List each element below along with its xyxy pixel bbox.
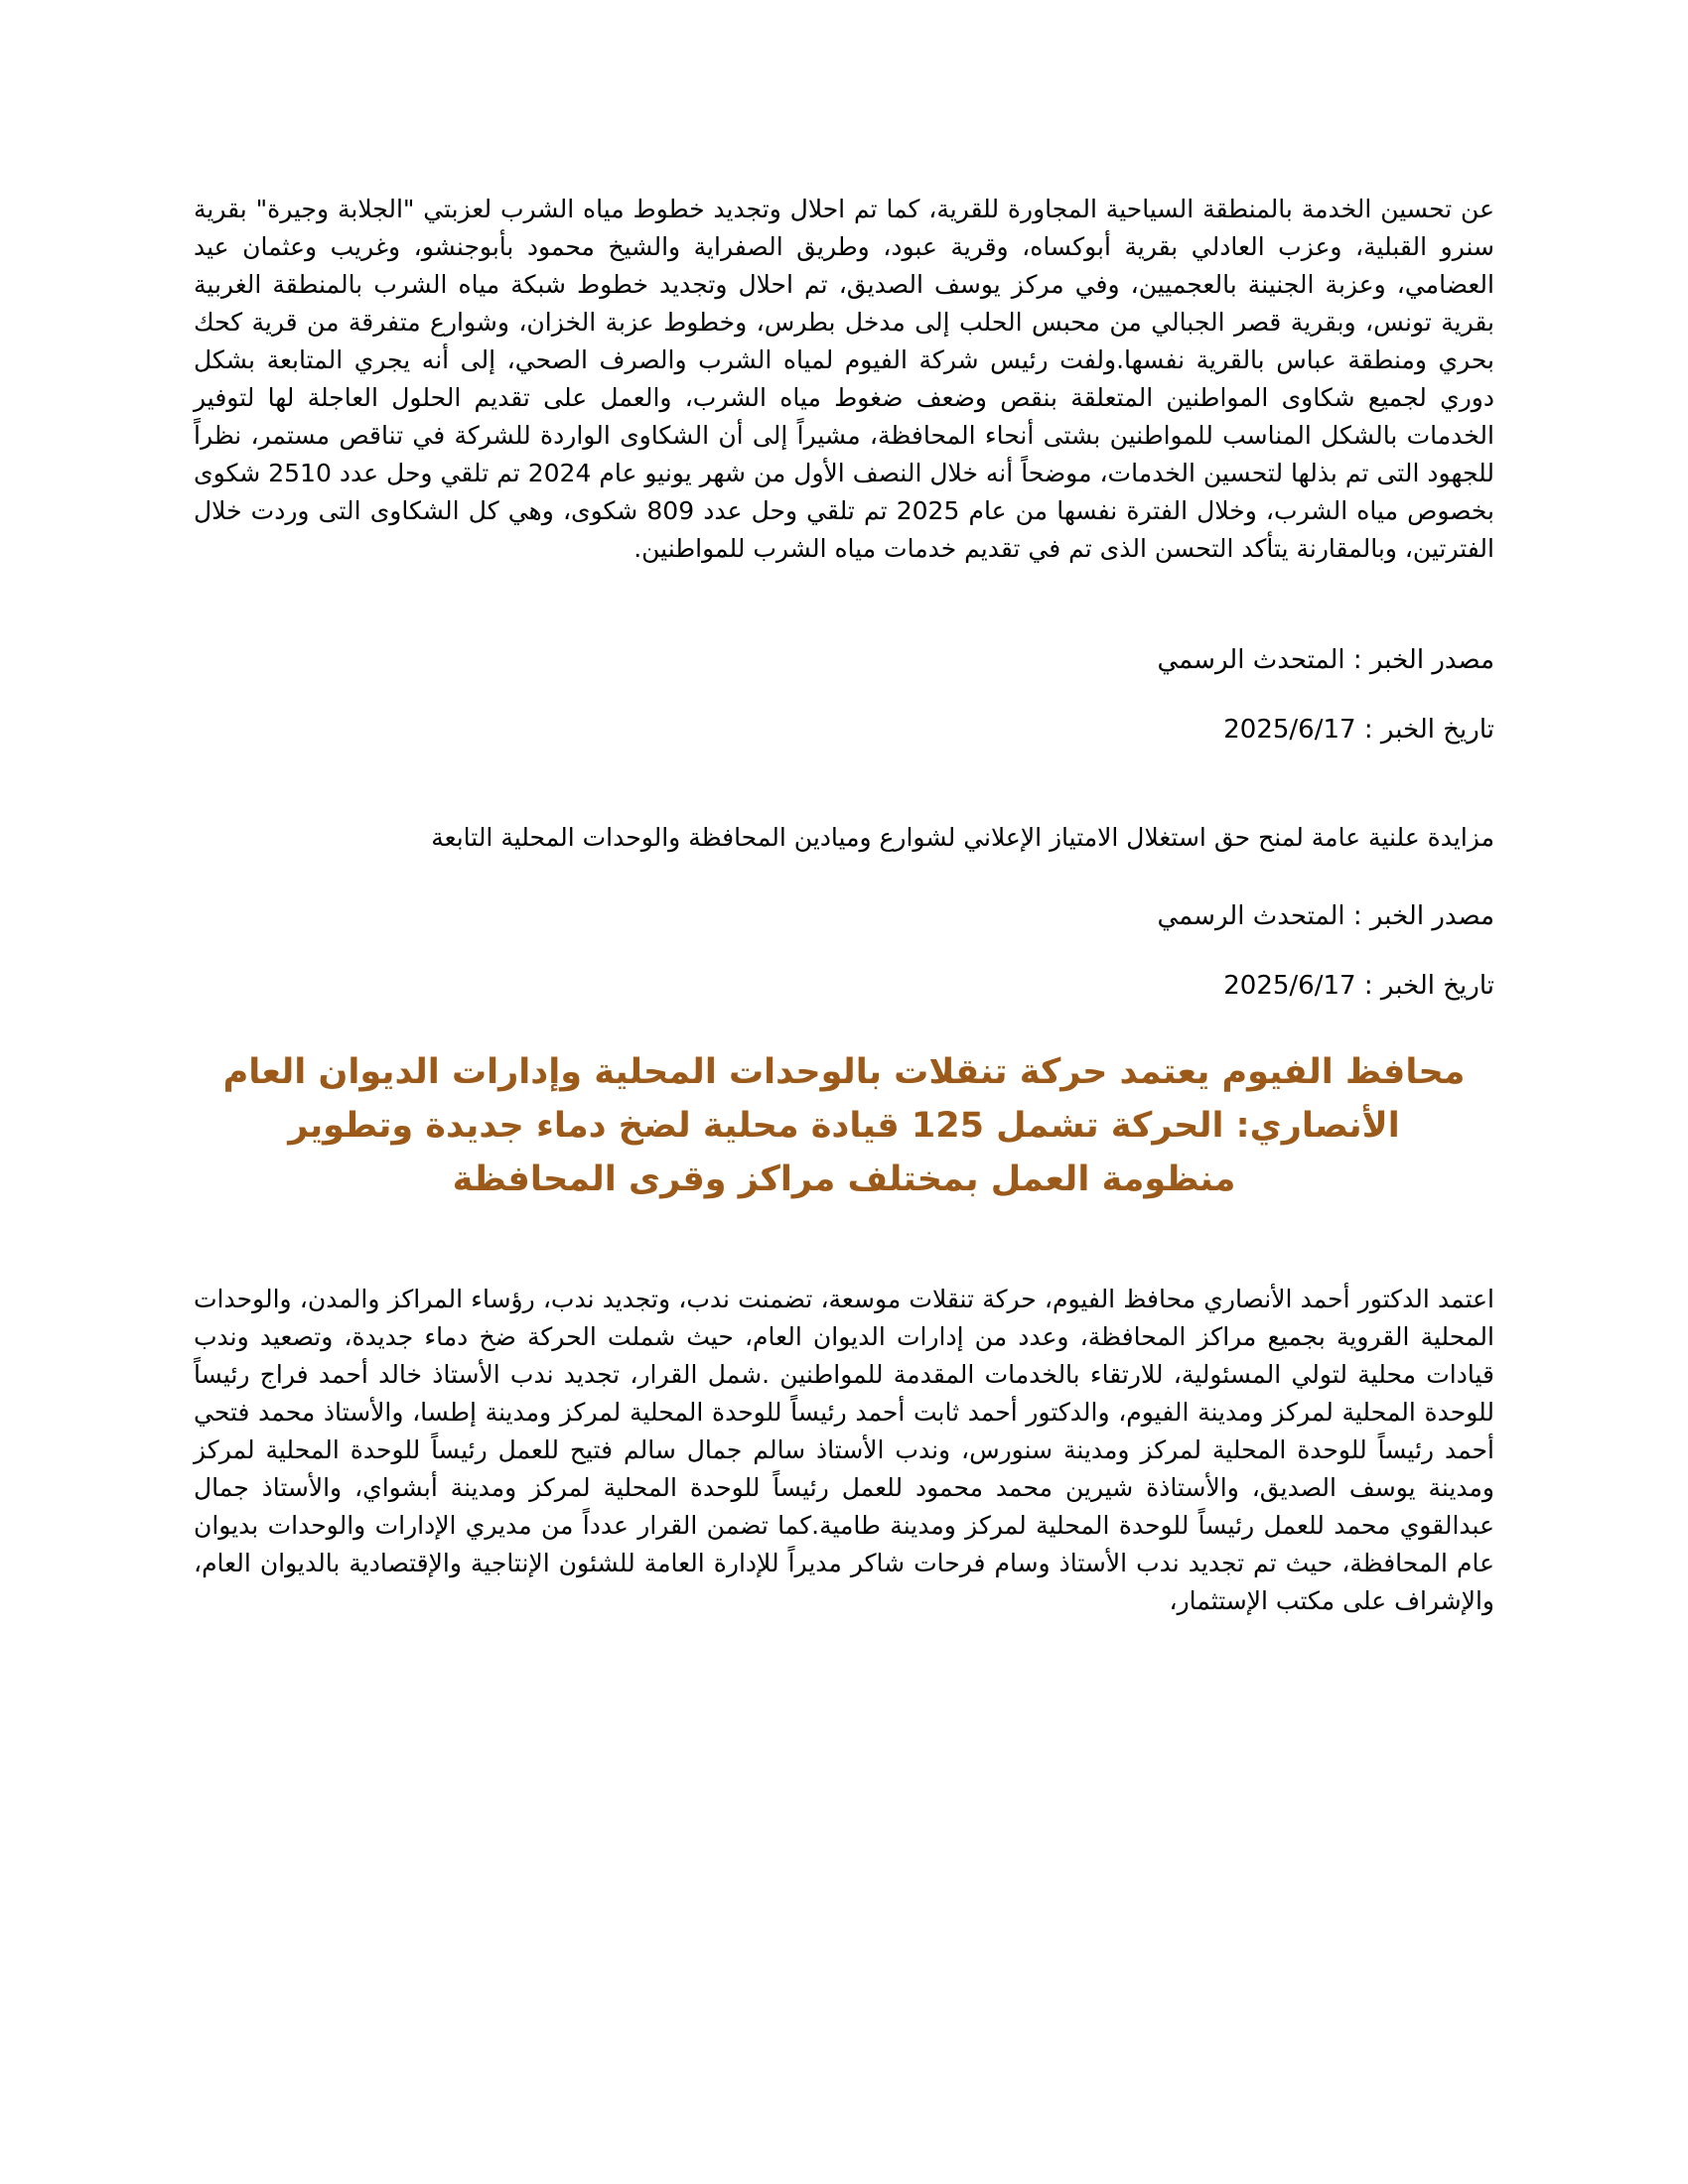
news-source-line: مصدر الخبر : المتحدث الرسمي	[1157, 645, 1494, 675]
article-body-paragraph: اعتمد الدكتور أحمد الأنصاري محافظ الفيوم، حركة تنقلات موسعة، تضمنت ندب، وتجديد ندب، رؤساء المراكز والمدن، والوحدات المحلية القروية بجميع مراكز المحافظة، وعدد من إدارات الديوان العام، حيث شملت الحركة ضخ دماء جديدة، وتصعيد وندب قيادات محلية لتولي المسئولية، للارتقاء بالخدمات المقدمة للمواطنين .شمل القرار، تجديد ندب الأستاذ خالد أحمد فراج رئيساً للوحدة المحلية لمركز ومدينة الفيوم، والدكتور أحمد ثابت أحمد رئيساً للوحدة المحلية لمركز ومدينة إطسا، والأستاذ محمد فتحي أحمد رئيساً للوحدة المحلية لمركز ومدينة سنورس، وندب الأستاذ سالم جمال سالم فتيح للعمل رئيساً للوحدة المحلية لمركز ومدينة يوسف الصديق، والأستاذة شيرين محمد محمود للعمل رئيساً للوحدة المحلية لمركز ومدينة أبشواي، والأستاذ جمال عبدالقوي محمد للعمل رئيساً للوحدة المحلية لمركز ومدينة طامية.كما تضمن القرار عدداً من مديري الإدارات والوحدات بديوان عام المحافظة، حيث تم تجديد ندب الأستاذ وسام فرحات شاكر مديراً للإدارة العامة للشئون الإنتاجية والإقتصادية بالديوان العام، والإشراف على مكتب الإستثمار،	[194, 1285, 1494, 1615]
article-headline: محافظ الفيوم يعتمد حركة تنقلات بالوحدات المحلية وإدارات الديوان العام الأنصاري: الحركة تشمل 125 قيادة محلية لضخ دماء جديدة وتطوير منظومة العمل بمختلف مراكز وقرى المحافظة	[222, 1052, 1466, 1199]
document-content	[194, 191, 1494, 1620]
news-source-line: مصدر الخبر : المتحدث الرسمي	[1157, 901, 1494, 931]
article-body-paragraph: عن تحسين الخدمة بالمنطقة السياحية المجاورة للقرية، كما تم احلال وتجديد خطوط مياه الشرب لعزبتي "الجلابة وجيرة" بقرية سنرو القبلية، وعزب العادلي بقرية أبوكساه، وقرية عبود، وطريق الصفراية والشيخ محمود بأبوجنشو، وغريب وعثمان عيد العضامي، وعزبة الجنينة بالعجميين، وفي مركز يوسف الصديق، تم احلال وتجديد خطوط شبكة مياه الشرب بالمنطقة الغربية بقرية تونس، وبقرية قصر الجبالي من محبس الحلب إلى مدخل بطرس، وخطوط عزبة الخزان، وشوارع متفرقة من قرية كحك بحري ومنطقة عباس بالقرية نفسها.ولفت رئيس شركة الفيوم لمياه الشرب والصرف الصحي، إلى أنه يجري المتابعة بشكل دوري لجميع شكاوى المواطنين المتعلقة بنقص وضعف ضغوط مياه الشرب، والعمل على تقديم الحلول العاجلة لها لتوفير الخدمات بالشكل المناسب للمواطنين بشتى أنحاء المحافظة، مشيراً إلى أن الشكاوى الواردة للشركة في تناقص مستمر، نظراً للجهود التى تم بذلها لتحسين الخدمات، موضحاً أنه خلال النصف الأول من شهر يونيو عام 2024 تم تلقي وحل عدد 2510 شكوى بخصوص مياه الشرب، وخلال الفترة نفسها من عام 2025 تم تلقي وحل عدد 809 شكوى، وهي كل الشكاوى التى وردت خلال الفترتين، وبالمقارنة يتأكد التحسن الذى تم في تقديم خدمات مياه الشرب للمواطنين.	[194, 195, 1495, 563]
news-date-line: تاريخ الخبر : 2025/6/17	[1223, 971, 1494, 1001]
news-date-line: تاريخ الخبر : 2025/6/17	[1223, 715, 1494, 745]
auction-announcement-title: مزايدة علنية عامة لمنح حق استغلال الامتياز الإعلاني لشوارع وميادين المحافظة والوحدات المحلية التابعة	[431, 823, 1494, 852]
